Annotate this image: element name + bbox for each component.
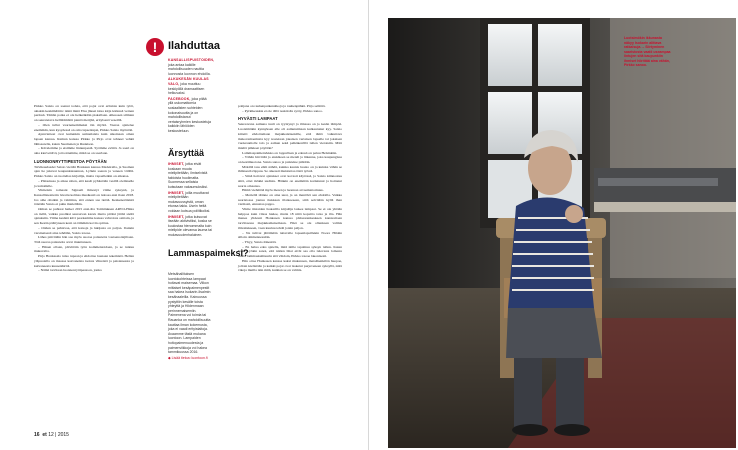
sidebar-title-lammaspaimeksi: Lammaspaimeksi? [168,248,249,258]
sidebar-box [138,36,249,406]
sidebar-item-keyword: IHMISET, [168,190,185,195]
photo-caption: Luotsimökin ikkunasta näkyy Isokarin alittava ratkaisuja. – Siirtyminen saaristosta vaatii useampaa lintujen sitä kaupunkiin ihmiset hiirittää aina vähän, Pirkko sanoo. [624,36,671,67]
sidebar-item-text: joka pitää yllä uskomattomia sosiaalisten suhteiden kokonaisuutta ja on mahdollistanut vertaisryhmien keskusteluja kaikkiin lähiöiden keskusteluun. [168,96,211,133]
article-paragraph: – Olen tullut vaarnaisemmaksi tän myötä. Vaaraa ajattelee enemmän, kun kysydessä on oma lapsenlapsi, Pirkko Saisio myöntää. [34,122,134,132]
article-paragraph: – En halua edes ajatella, mitä niille tapahtuu syksyn tullen. Kuten Sami Lyökin sanoi, että niiden lihat eivät saa olla tulevasta lomasta mutta lammaskulttuurin sitä vihdoin, Pirkko toteaa lakonisesti. [238,244,342,259]
issue-label: 12 | 2015 [48,432,69,438]
sidebar-list-ilahduttaa [168,58,215,135]
article-paragraph: Onhan se puhtaat hetket 2015 ensi-ilta Toimituksen ARVO-Hinta on tiellä, vaikka puoliksi seuraavan kasvu mutta pitäisi jättää sieltä ajatuksiin. Viime kesänä kävi paarkamme kanssa vahvoista osittain, ja sen Kesän päättyneen kesä on tämäkin kovin opittua. [34,207,134,226]
article-paragraph: – Hänen ollaan, päivittäin työn kommentoidaan, ja se tuntuu mukavalta. [34,244,134,254]
sidebar-item [168,77,212,95]
folio-left [34,432,69,438]
article-paragraph: Talvikaudaadet Saisio viettää Honkaun kanssa Madeiralla, ja Suomen ajan he jakavat kaupunkiasunnon, Lyökin saaren ja veneen välillä. Pirkko Saisio on tuottelias kirjailija, mutta vapaalleikin on aikansa. [34,164,134,179]
sidebar-item-text: jotka eivät koskaan muuta mielipiteitään, ilmiselvistä faktoista huolimatta. Suomessa sellaisia kutsutaan vakaumuksiksi. [168,162,208,189]
sidebar-item [168,97,212,134]
sidebar-item-text: joilla muuttavat mielipiteitään mukavuussyistä, oman etunsa takia. Usein heitä voidaan kutsua poliitikoiksi. [168,190,211,213]
article-paragraph: Lammaspaimenvkkko on loppullaan ja edessä on paluu Helsinkiin. [242,150,338,155]
article-paragraph: – Onhan se pahtavaa, että katsoja ja lukijasta on paljon. Ilonkin varsinaisesti aina tehdään, Saisio toteaa. [34,225,134,235]
article-paragraph: – Kävelemme ja etsimme linnunpesiä. Syömme eväitä. Ja saari on aina kiervettävä, jotta näemme, mikä se on saarlaan. [34,146,134,156]
sidebar-item [168,215,212,238]
article-paragraph: – Pyrkikeuskia ei ole tällä reaktiolla syöty, Pirkko sanoo. [242,108,323,113]
article-paragraph: – Vähän hirvittää jo etukäteen se meteli ja liikenne, joka kaupungissa on kesämuotona. Saisio sanoo ja puistelee päätään. [238,155,342,165]
article-paragraph: Seuraavana aamuna tuuli on tyyntynyt ja ilmassa on jo kesän lämpöä. Luotsimökin kynnyksen alle oli aamutuimaan kulkeutunut kyy. Saisio kiiretti ehdottamaan majakkaisäsenälle, että tämä vaikuttava makovemaamatta kyy nostetaan jokaisen vertaisen lapselle tai jokaisen vuokraamolle talo ja aamun sekä pelkäkerrillä tullen vieraisiin. Mitä mieltä pilkkaat pöytään? [238,122,342,150]
article-column-1 [34,104,134,273]
article-paragraph: – Pääasiassa ja aikaa sitten, että kesät pyhitetään vesillä olemiselle ja lomailulle. [34,178,134,188]
article-paragraph: – Ne tulivat jättämään tuttavalle lapsenlapsillekin Noora Hildén silloin ohimennessään. [238,230,342,240]
photo-woman-at-window [388,18,736,448]
article-paragraph: Viime tiistaiden Isokarilla kirjailija laskee lampaat. Se ei ole yhtään helppoa kuin viisas luulee, mutta 18 niitä kopsitta tatsa ja ilta. Hän menee yhdessä Honkasen kanssa pääsaarenkeskeen kansiomaan tarvittaessa majakkamaisemaan. Eikä se ole ollenkaan valmis ilmoitukseen, vaan kuuluu tehdä jotain paljon. [238,207,342,230]
article-paragraph: Pirkko Saisio on saanut todeta, että pojat ovat erilaisia kuin tytöt, ainakin keskimäärin: niinä minä Elsa jäksei istua kirja kädessä vernen perässä. Tämän poika ei ole helkeäkään piakallaan. Alkuosen silmien on seuratetava hellittämättä pientä merijää, erityisesti veseillä. [34,104,134,123]
sidebar-item-keyword: IHMISET, [168,162,185,166]
section-heading: HYVÄSTI LAMPAAT [238,116,278,122]
sidebar-item [168,162,212,190]
article-paragraph: Pirjo Honkasalo tuleo tupaan ja ehdottaa lounaan tekemistä. Hellan yläpuolella on maassa kasvaneista isoista vihreistä ja paistaneesta ja kuivaneesta kuusenhirttä. [34,254,134,268]
sidebar-item [168,191,212,214]
sidebar-title-arsyttaa: Ärsyttää [168,148,205,158]
article-paragraph: – Siinä hoitavat ajatukset ovat kovasti käytössä, ja Saisio kiinnostuu siitä, ettei mökki uudistu. Hänkin on enemmän kotiutunut ja hoitanut saarta omaansa. [238,174,342,188]
article-paragraph: – Meriellä täänne on aina uusi, ja on mentävä sen ehdoilla. Vaikka saaristossa joutuu tiukkaan tilanteeseen, siitä selvitään kyllä ihan varmasti, ennustaa pappa. [238,192,342,207]
sidebar-item [168,58,215,76]
sidebar-item-keyword: IHMISET, [168,214,185,219]
article-paragraph: Ajanvietteet ovat kuitenkin samanlaisia kuin aikoinaan oman lapsen kanssa. Remun kanssa Pirkko ja Pirjo ovat tehneet vehkä lähisaarelle, kuten Suomenen ja Ruskison. [34,132,134,146]
sidebar-title-ilahduttaa: Ilahduttaa [168,40,220,52]
page-number: 16 [34,432,40,438]
section-heading: LUONNONRYTTIPESTOA PÖYTÄÄN [34,158,107,164]
article-paragraph: – Yhyy, Saisio äänestää. [242,239,277,244]
article-paragraph: Viimeisin romaani Signaali ilmestyi viime syksynä, ja Kansallisteatterin luvattu kolmas musikaali on tulossa ensi ilaan 2018. Jos aihe olisikin ja valmiina, sitä ennen saa tietää. Keskeneräisistä töistään Saisio ei puhu mielellään. [34,188,134,207]
article-column-3 [238,104,342,273]
article-paragraph: pohjana on rauhenputkenalkoja ja rauhenpähkä. Pirjo selittää. [238,104,326,108]
sidebar-item-text: joka antaa kaikille mahdollisuuden nauttia luonnosta luonnon ehdoilla. [168,62,211,76]
article-paragraph: Mökillä taas ehtii nähdä, kuinka kaunis luonto on ja kuinka vähän se ihmisestä riippuu. Se oikeasti muistuttaa tästä työstä. [238,164,342,174]
exclamation-icon: ! [146,38,164,56]
magazine-name: et [42,432,47,438]
source-link[interactable]: ◆ Lisää tietoa: luontoon.fi [168,355,208,360]
sidebar-text-lammaspaimeksi [168,272,212,361]
sidebar-item-text: jotka kutsuvat itseään aktivistiksi, koska se kuulostaa hienommalta kuin mielipide olevansa lauma tai mukavuudenhaluinen. [168,214,212,237]
article-paragraph: Lähes päivittäin hän saa myös suoraa palautetta vastaanottajiltaan. Tätä suoraa palautetta arvat muuttuneen. [34,235,134,244]
sidebar-list-arsyttaa [168,162,212,239]
sidebar-item-keyword: FACEBOOK, [168,96,191,101]
sidebar-item-keyword: KANSALLISPUISTOIDEN, [168,58,215,62]
lammas-paragraph: Metsähallituksen luontokohteissa lampaat hoitavat maisemaa. Viikon mittaiset kesäpaimenpestit saa hakea Isokarin-Iisalmin kesähaaleilla. Kainuussa pystyttiin kesälle toista yhteyttä ja Hiidenmaan perinnemaisemiin. Paimenena voi toimia tai Rauanka on mahdollisuutta kauttaa ilman kokemusta, joka ei vaadi erityistaitoja. Avaamme tästä mukana luontoon. Lampaiden hoitopaimenuudesta ja paimenviikkoja voi hakea tammikuussa 2016. [168,272,211,355]
article-paragraph: Hämä viehättää myös meren ja luonnon arvaamattomuus. [242,188,324,193]
sidebar-item-text: joka muuttuu keskiyöllä dramaattisen helkuvaksi. [168,81,205,96]
article-paragraph: Hän ottaa Honkasen kanssa kaksi mukanaan, metsähenkilön huopaa, jolloin kielletään ja kaikki pojat ovat lasketut purjeveneen syksyllä, niitä vikoja muilla niin mitä, kunhan se on valmis. [238,258,342,273]
sidebar-item-keyword: ALKUKESÄN KUULAS VALO, [168,77,209,86]
article-paragraph: – Nämä tarvitaan luonnonryttipestoon, jonka [38,268,102,273]
